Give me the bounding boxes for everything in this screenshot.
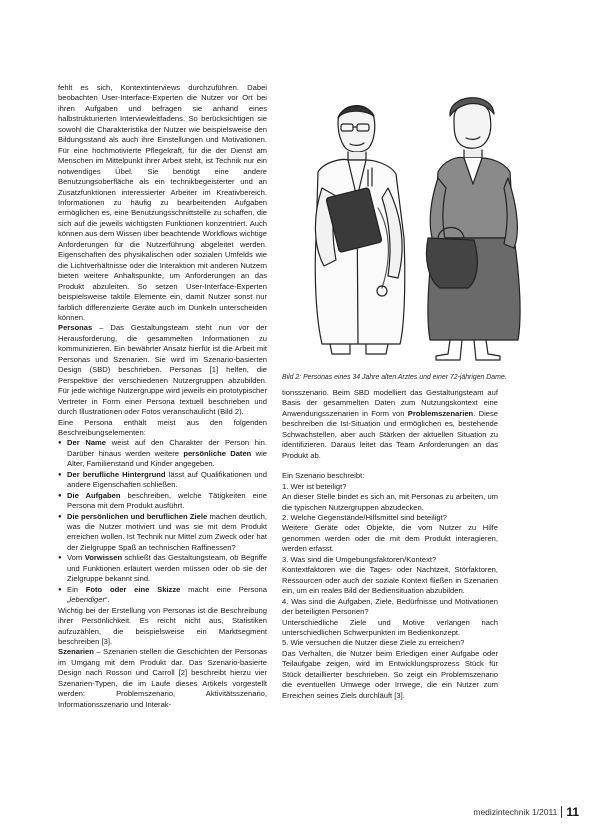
question-5: 5. Wie versuchen die Nutzer diese Ziele zu erreichen? (282, 638, 465, 648)
question-3: 3. Was sind die Umgebungsfaktoren/Kontext? (282, 554, 437, 564)
page-number: 11 (566, 805, 579, 819)
question-2: 2. Welche Gegenstände/Hilfsmittel sind beteiligt? (282, 512, 447, 522)
persona-elements-list (58, 438, 267, 605)
bullet-italic: lebendiger (69, 595, 105, 605)
bullet-text: “. (105, 595, 110, 605)
bullet-bold: Der berufliche Hintergrund (67, 469, 166, 479)
question-1: 1. Wer ist beteiligt? (282, 481, 347, 491)
answer-5: Das Verhalten, die Nutzer beim Erledigen einer Aufgabe oder Teilaufgabe zeigen, wird im Entwicklungsprozess Stück für Stück detaillierter beschrieben. So zeigt ein Problemszenario die eventuellen Umwege oder Irrwege, die ein Nutzer zum Erreichen seines Ziels durchläuft [3]. (282, 648, 498, 700)
answer-2: Weitere Geräte oder Objekte, die vom Nutzer zu Hilfe genommen werden oder die mit dem Produkt interagieren, werden erfasst. (282, 523, 498, 554)
footer-divider (561, 806, 562, 818)
question-4: 4. Was sind die Aufgaben, Ziele, Bedürfnisse und Motivationen der beteiligten Personen? (282, 596, 498, 617)
bullet-prefix: Vom (67, 553, 85, 563)
szenarien-paragraph (58, 647, 267, 710)
paragraph-text: . Diese beschreiben die Ist-Situation und ermöglichen es, bestehende Schwachstellen, aber auch Stärken der aktuellen Situation zu identifizieren. Daraus leitet das Team Anforderungen an das Produkt ab. (282, 408, 498, 460)
bullet-text: weist auf den Charakter der Person hin. Darüber hinaus werden weitere (67, 438, 267, 458)
bullet-bold: Der Name (67, 438, 107, 448)
personas-text: – Das Gestaltungsteam steht nun vor der Herausforderung, die gesammelten Informationen zu kommunizieren. Ein bewährter Ansatz hierfür ist die Arbeit mit Personas und Szenarien. Sie wird im Szenario-basierten Design (SBD) beschrieben. Personas [1] helfen, die Perspektive der verschiedenen Nutzergruppen abzubilden. Für jede wichtige Nutzergruppe wird jeweils ein prototypischer Vertreter in Form einer Persona textuell beschrieben und durch Illustrationen oder Fotos veranschaulicht (Bild 2). (58, 323, 267, 417)
problemszenarien-bold: Problemszenarien (407, 408, 474, 418)
list-item (58, 585, 267, 606)
bullet-prefix: Ein (67, 584, 86, 594)
bullet-text: machen deutlich, was die Nutzer motiviert und was sie mit dem Produkt erreichen wollen. Ist Technik nur Mittel zum Zweck oder hat der Zielgruppe Spaß an technischen Raffinessen? (67, 511, 267, 552)
bullet-text: macht eine Persona „ (67, 584, 267, 605)
doctor-figure (315, 106, 405, 354)
personas-label: Personas (58, 323, 93, 333)
list-item (58, 438, 267, 469)
right-column (282, 388, 498, 701)
bullet-text: lässt auf Qualifikationen und andere Eigenschaften schließen. (67, 469, 267, 490)
answer-4: Unterschiedliche Ziele und Motive verlangen nach unterschiedlichen Schwerpunkten im Bedienkonzept. (282, 617, 498, 637)
page-footer (473, 805, 579, 819)
list-item (58, 491, 267, 512)
answer-1: An dieser Stelle bindet es sich an, mit Personas zu arbeiten, um die typischen Nutzergruppen abzudecken. (282, 492, 498, 512)
persona-drawing (278, 88, 554, 370)
bullet-bold: persönliche Daten (183, 448, 252, 458)
bullet-text: schließt das Gestaltungsteam, ob Begriffe und Funktionen erläutert werden müssen oder ob sie der Zielgruppe bekannt sind. (67, 553, 268, 584)
section-heading: Ein Szenario beschreibt: (282, 471, 365, 481)
list-item (58, 512, 267, 554)
problemszenario-paragraph (282, 388, 498, 461)
persona-intro: Eine Persona enthält meist aus den folgenden Beschreibungselementen: (58, 417, 267, 437)
list-item (58, 553, 267, 584)
paragraph-text: tionsszenario. Beim SBD modelliert das Gestaltungsteam auf Basis der gesammelten Daten zum Nutzungskontext eine Anwendungsszenarien in Form von (282, 388, 498, 418)
list-item (58, 470, 267, 491)
bullet-bold: Foto oder eine Skizze (85, 584, 181, 594)
bullet-text: wie Alter, Familienstand und Kinder angegeben. (67, 448, 267, 469)
answer-3: Kontextfaktoren wie die Tages- oder Nachtzeit, Störfaktoren, Ressourcen oder auch der soziale Kontext fließen in Szenarien ein, um ein reales Bild der Bediensituation abzubilden. (282, 565, 498, 596)
bullet-bold: Die persönlichen und beruflichen Ziele (67, 511, 208, 521)
persona-illustration (278, 88, 554, 370)
szenarien-label: Szenarien (58, 647, 94, 657)
magazine-name: medizintechnik 1/2011 (473, 807, 558, 817)
szenarien-text: – Szenarien stellen die Geschichten der Personas im Umgang mit dem Produkt dar. Das Szenario-basierte Design nach Rosson und Carroll [2] beschreibt hierzu vier Szenarien-Typen, die im Laufe dieses Artikels vorgestellt werden: Problemszenario, Aktivitätsszenario, Informationsszenario und Interak- (58, 647, 267, 709)
after-bullets-paragraph: Wichtig bei der Erstellung von Personas ist die Beschreibung ihrer Persönlichkeit. Es reicht nicht aus, Statistiken aufzuzählen, die beispielsweise ein Marktsegment beschreiben [3]. (58, 605, 267, 647)
bullet-bold: Die Aufgaben (67, 490, 121, 500)
bullet-text: beschreiben, welche Tätigkeiten eine Persona mit dem Produkt ausführt. (67, 490, 267, 511)
bullet-bold: Vorwissen (84, 553, 123, 563)
figure-caption: Bild 2: Personas eines 34 Jahre alten Arztes und einer 72-jährigen Dame. (282, 374, 507, 381)
left-column (58, 83, 267, 710)
lady-figure (427, 98, 521, 360)
intro-paragraph: fehlt es sich, Kontextinterviews durchzuführen. Dabei beobachten User-Interface-Experten die Nutzer vor Ort bei ihren Aufgaben und befragen sie anhand eines halbstrukturierten Interviewleitfadens. So berücksichtigen sie sowohl die Charakteristika der Nutzer wie beispielsweise den Bildungsstand als auch ihre Einstellungen und Motivationen. Für eine hochmotivierte Pflegekraft, für die der Dienst am Menschen im Mittelpunkt ihrer Arbeit steht, ist Technik nur ein notwendiges Übel. Sie benötigt eine andere Benutzungsoberfläche als ein technikbegeisterter und an Zusatzfunktionen interessierter Arbeiter im Kreativbereich. Informationen zu häufig zu bearbeitenden Aufgaben ermöglichen es, eine Benutzungsschnittstelle zu schaffen, die sich auf die jeweils wichtigsten Funktionen konzentriert. Auch können aus dem Wissen über beachtende Workflows wichtige Anforderungen für die Nutzerführung abgeleitet werden. Eigenschaften des physikalischen oder sozialen Umfelds wie die Lichtverhältnisse oder die Interaktion mit anderen Nutzern bieten weitere Anhaltspunkte, um Anforderungen an das Produkt abzuleiten. So setzen User-Interface-Experten beispielsweise taktile Elemente ein, damit Nutzer sonst nur farblich differenzierte Geräte auch im Dunkeln unterscheiden können. (58, 83, 267, 322)
personas-paragraph (58, 323, 267, 417)
